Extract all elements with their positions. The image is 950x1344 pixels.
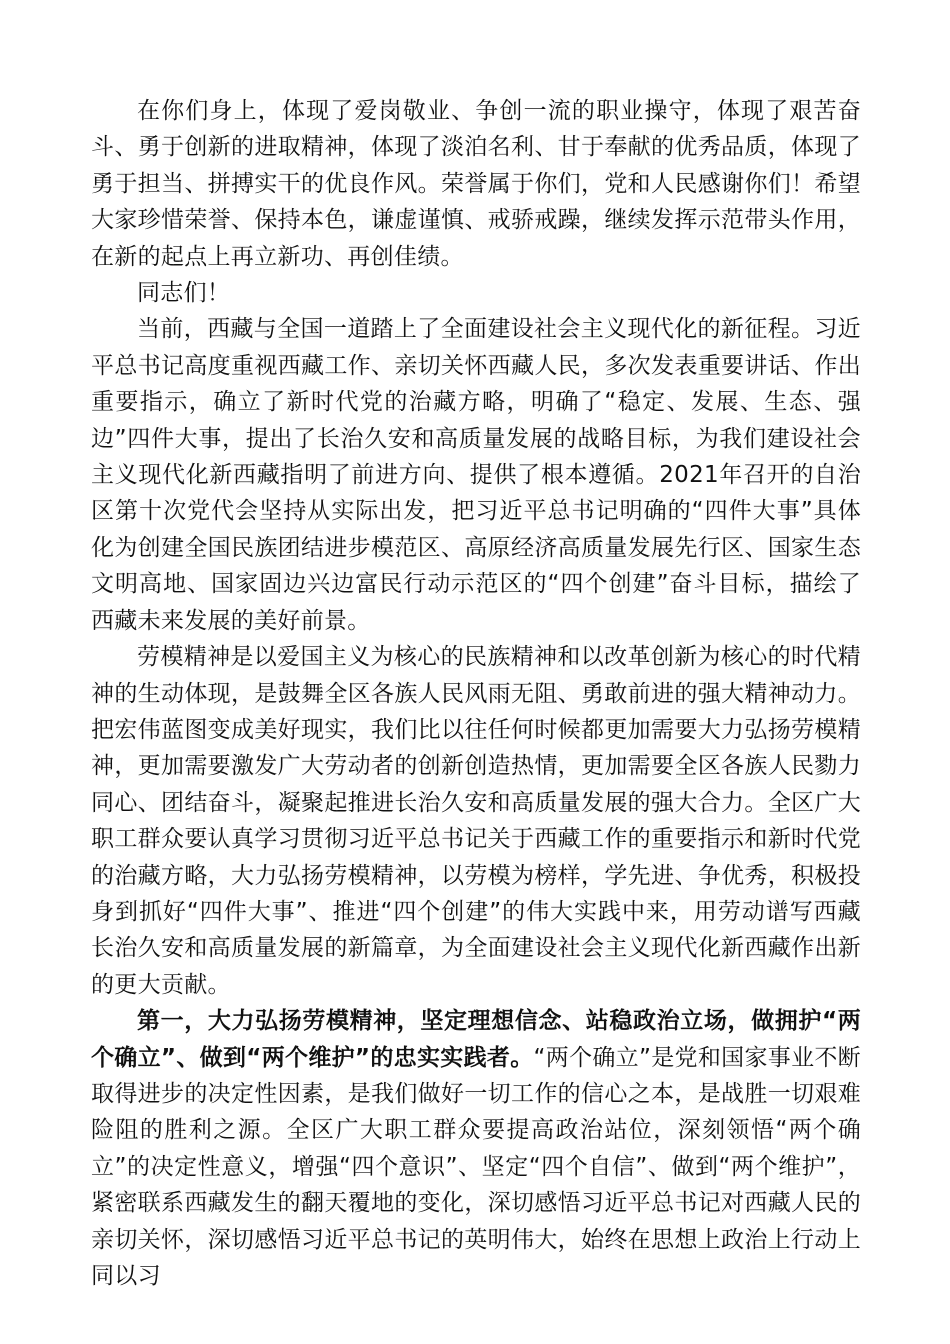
paragraph-text: 当前，西藏与全国一道踏上了全面建设社会主义现代化的新征程。习近平总书记高度重视西藏工作、亲切关怀西藏人民，多次发表重要讲话、作出重要指示，确立了新时代党的治藏方略，明确了“稳定、发展、生态、强边”四件大事，提出了长治久安和高质量发展的战略目标，为我们建设社会主义现代化新西藏指明了前进方向、提供了根本遵循。2021年召开的自治区第十次党代会坚持从实际出发，把习近平总书记明确的“四件大事”具体化为创建全国民族团结进步模范区、高原经济高质量发展先行区、国家生态文明高地、国家固边兴边富民行动示范区的“四个创建”奋斗目标，描绘了西藏未来发展的美好前景。 bbox=[91, 316, 861, 634]
paragraph-text: “两个确立”是党和国家事业不断取得进步的决定性因素，是我们做好一切工作的信心之本，是战胜一切艰难险阻的胜利之源。全区广大职工群众要提高政治站位，深刻领悟“两个确立”的决定性意义，增强“四个意识”、坚定“四个自信”、做到“两个维护”，紧密联系西藏发生的翻天覆地的变化，深切感悟习近平总书记对西藏人民的亲切关怀，深切感悟习近平总书记的英明伟大，始终在思想上政治上行动上同以习 bbox=[91, 1044, 861, 1289]
paragraph-text: 劳模精神是以爱国主义为核心的民族精神和以改革创新为核心的时代精神的生动体现，是鼓舞全区各族人民风雨无阻、勇敢前进的强大精神动力。把宏伟蓝图变成美好现实，我们比以往任何时候都更加需要大力弘扬劳模精神，更加需要激发广大劳动者的创新创造热情，更加需要全区各族人民勠力同心、团结奋斗，凝聚起推进长治久安和高质量发展的强大合力。全区广大职工群众要认真学习贯彻习近平总书记关于西藏工作的重要指示和新时代党的治藏方略，大力弘扬劳模精神，以劳模为榜样，学先进、争优秀，积极投身到抓好“四件大事”、推进“四个创建”的伟大实践中来，用劳动谱写西藏长治久安和高质量发展的新篇章，为全面建设社会主义现代化新西藏作出新的更大贡献。 bbox=[91, 644, 861, 998]
paragraph-greeting bbox=[91, 275, 861, 311]
paragraph-3 bbox=[91, 311, 861, 639]
paragraph-1 bbox=[91, 93, 861, 275]
paragraph-bold-lead: 第一，大力弘扬劳模精神，坚定理想信念、站稳政治立场，做拥护“两个确立”、做到“两个维护”的忠实实践者。 bbox=[91, 1008, 861, 1071]
paragraph-5 bbox=[91, 1003, 861, 1294]
paragraph-4 bbox=[91, 639, 861, 1003]
paragraph-text: 同志们！ bbox=[137, 280, 231, 307]
paragraph-text: 在你们身上，体现了爱岗敬业、争创一流的职业操守，体现了艰苦奋斗、勇于创新的进取精神，体现了淡泊名利、甘于奉献的优秀品质，体现了勇于担当、拼搏实干的优良作风。荣誉属于你们，党和人民感谢你们！希望大家珍惜荣誉、保持本色，谦虚谨慎、戒骄戒躁，继续发挥示范带头作用，在新的起点上再立新功、再创佳绩。 bbox=[91, 98, 861, 270]
document-body bbox=[91, 93, 861, 1294]
